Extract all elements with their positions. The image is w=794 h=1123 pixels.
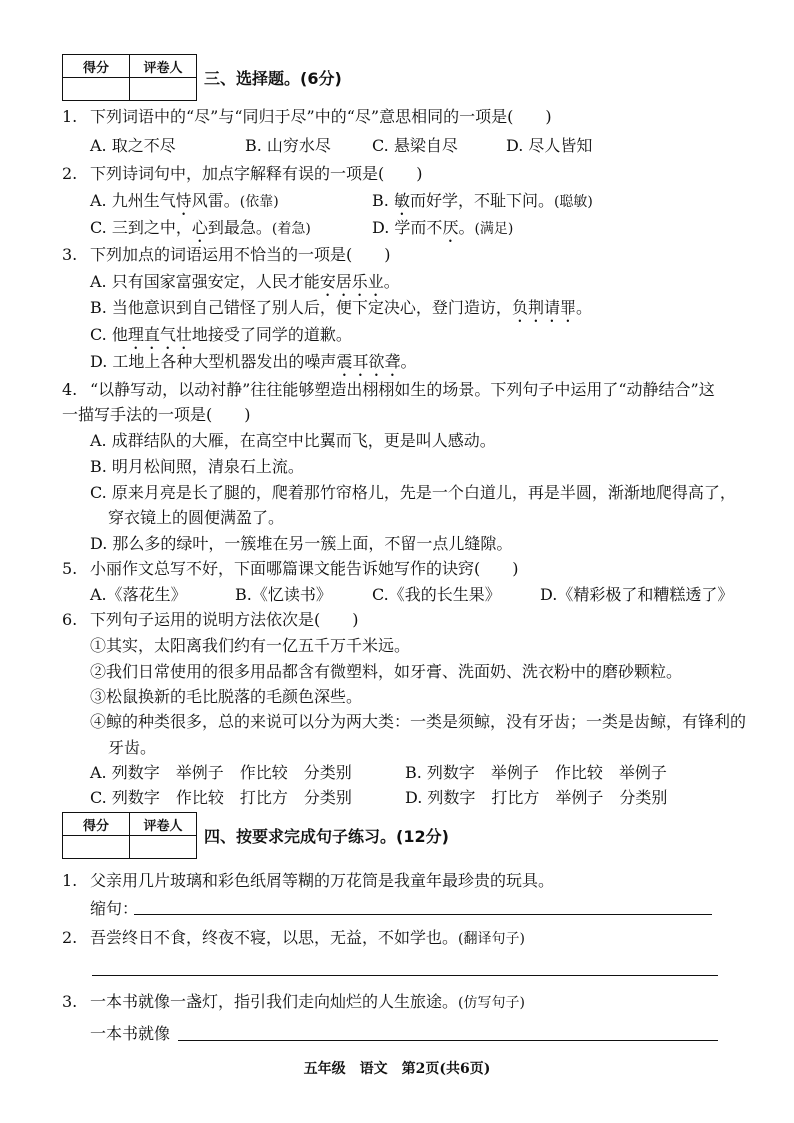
option-a[interactable]: A. 列数字 举例子 作比较 分类别	[90, 763, 352, 782]
section-title: 四、按要求完成句子练习。(12分)	[204, 827, 449, 846]
grader-label: 评卷人	[130, 813, 197, 836]
option-b[interactable]: B.《忆读书》	[235, 585, 332, 604]
option-d[interactable]: D. 列数字 打比方 举例子 分类别	[405, 788, 668, 807]
question-stem: 小丽作文总写不好，下面哪篇课文能告诉她写作的诀窍( )	[90, 559, 519, 578]
option-c[interactable]: C. 三到之中，心到最急。(着急)	[90, 218, 311, 237]
question-6: 6. 下列句子运用的说明方法依次是( )	[62, 610, 359, 629]
exercise-stem: 一本书就像一盏灯，指引我们走向灿烂的人生旅途。	[90, 992, 459, 1011]
option-c[interactable]: C. 他理直气壮地接受了同学的道歉。	[90, 325, 352, 344]
option-b[interactable]: B. 敏而好学，不耻下问。(聪敏)	[372, 191, 593, 210]
score-label: 得分	[63, 813, 130, 836]
exercise-stem: 吾尝终日不食，终夜不寝，以思，无益，不如学也。	[90, 928, 459, 947]
grader-label: 评卷人	[130, 55, 197, 78]
question-3: 3. 下列加点的词语运用不恰当的一项是( )	[62, 245, 391, 264]
option-c[interactable]: C.《我的长生果》	[372, 585, 501, 604]
option-c[interactable]: C. 原来月亮是长了腿的，爬着那竹帘格儿，先是一个白道儿，再是半圆，渐渐地爬得高了，	[90, 483, 736, 502]
option-c-cont: 穿衣镜上的圆便满盈了。	[108, 508, 285, 527]
answer-line[interactable]	[178, 1040, 718, 1041]
option-d[interactable]: D. 那么多的绿叶，一簇堆在另一簇上面，不留一点儿缝隙。	[90, 534, 513, 553]
answer-line[interactable]	[134, 914, 712, 915]
answer-prompt: 缩句：	[90, 899, 139, 918]
option-c[interactable]: C. 悬梁自尽	[372, 136, 458, 155]
sentence-1: ①其实，太阳离我们约有一亿五千万千米远。	[90, 636, 411, 655]
score-cell[interactable]	[63, 836, 130, 859]
exercise-1: 1. 父亲用几片玻璃和彩色纸屑等糊的万花筒是我童年最珍贵的玩具。	[62, 871, 555, 890]
answer-line[interactable]	[92, 975, 718, 976]
exercise-3: 3. 一本书就像一盏灯，指引我们走向灿烂的人生旅途。(仿写句子)	[62, 992, 525, 1011]
score-box	[62, 54, 197, 101]
sentence-4: ④鲸的种类很多，总的来说可以分为两大类：一类是须鲸，没有牙齿；一类是齿鲸，有锋利的	[90, 712, 747, 731]
score-label: 得分	[63, 55, 130, 78]
question-stem: 下列加点的词语运用不恰当的一项是( )	[90, 245, 391, 264]
option-d[interactable]: D. 学而不厌。(满足)	[372, 218, 514, 237]
grader-cell[interactable]	[130, 836, 197, 859]
question-2: 2. 下列诗词句中，加点字解释有误的一项是( )	[62, 164, 423, 183]
question-stem: 下列诗词句中，加点字解释有误的一项是( )	[90, 164, 423, 183]
question-stem-cont: 一描写手法的一项是( )	[62, 405, 251, 424]
sentence-4-cont: 牙齿。	[108, 738, 157, 757]
option-a[interactable]: A. 成群结队的大雁，在高空中比翼而飞，更是叫人感动。	[90, 431, 496, 450]
question-1: 1. 下列词语中的“尽”与“同归于尽”中的“尽”意思相同的一项是( )	[62, 107, 552, 126]
score-box	[62, 812, 197, 859]
option-d[interactable]: D. 尽人皆知	[506, 136, 593, 155]
option-d[interactable]: D.《精彩极了和糟糕透了》	[540, 585, 734, 604]
grader-cell[interactable]	[130, 78, 197, 101]
option-b[interactable]: B. 明月松间照，清泉石上流。	[90, 457, 304, 476]
option-c[interactable]: C. 列数字 作比较 打比方 分类别	[90, 788, 352, 807]
option-b[interactable]: B. 当他意识到自己错怪了别人后，便下定决心，登门造访，负荆请罪。	[90, 298, 592, 317]
page-footer: 五年级 语文 第2页(共6页)	[303, 1061, 491, 1077]
question-4: 4. “以静写动，以动衬静”往往能够塑造出栩栩如生的场景。下列句子中运用了“动静结合”这	[62, 380, 715, 399]
section-title: 三、选择题。(6分)	[204, 69, 342, 88]
score-cell[interactable]	[63, 78, 130, 101]
option-a[interactable]: A.《落花生》	[90, 585, 187, 604]
exercise-2: 2. 吾尝终日不食，终夜不寝，以思，无益，不如学也。(翻译句子)	[62, 928, 525, 947]
question-5: 5. 小丽作文总写不好，下面哪篇课文能告诉她写作的诀窍( )	[62, 559, 519, 578]
question-stem: 下列句子运用的说明方法依次是( )	[90, 610, 359, 629]
answer-prompt: 一本书就像	[90, 1024, 171, 1043]
question-stem: 下列词语中的“尽”与“同归于尽”中的“尽”意思相同的一项是( )	[90, 107, 552, 126]
option-d[interactable]: D. 工地上各种大型机器发出的噪声震耳欲聋。	[90, 352, 417, 371]
sentence-2: ②我们日常使用的很多用品都含有微塑料，如牙膏、洗面奶、洗衣粉中的磨砂颗粒。	[90, 662, 683, 681]
exercise-stem: 父亲用几片玻璃和彩色纸屑等糊的万花筒是我童年最珍贵的玩具。	[90, 871, 555, 890]
option-b[interactable]: B. 列数字 举例子 作比较 举例子	[405, 763, 667, 782]
option-a[interactable]: A. 只有国家富强安定，人民才能安居乐业。	[90, 272, 400, 291]
option-a[interactable]: A. 九州生气恃风雷。(依靠)	[90, 191, 279, 210]
option-b[interactable]: B. 山穷水尽	[245, 136, 331, 155]
question-stem: “以静写动，以动衬静”往往能够塑造出栩栩如生的场景。下列句子中运用了“动静结合”这	[90, 380, 715, 399]
sentence-3: ③松鼠换新的毛比脱落的毛颜色深些。	[90, 687, 363, 706]
option-a[interactable]: A. 取之不尽	[90, 136, 176, 155]
